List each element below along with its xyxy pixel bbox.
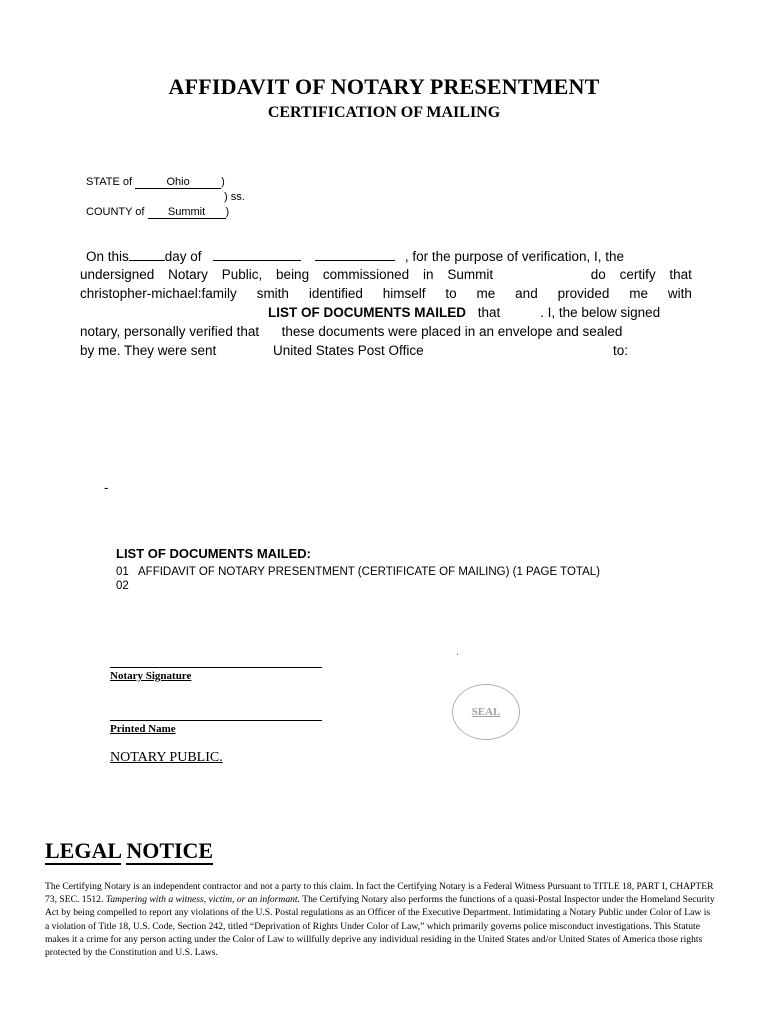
legal-text-part: The Certifying Notary is an independent contractor and not a party to this claim. In fact the Certifying Notary is a Federal Witness Pursuant to TITLE 18, PART I, CHAPTER 73, SEC. 1512. xyxy=(45,881,714,906)
documents-heading: LIST OF DOCUMENTS MAILED: xyxy=(116,546,311,561)
legal-heading-word-2: NOTICE xyxy=(126,838,214,863)
word: certify xyxy=(619,267,656,282)
legal-text-part: The Certifying Notary also performs the functions of a quasi-Postal Inspector under the Homeland Security Act by being compelled to report any violations of the U.S. Postal regulations as an Officer of the Executive Department. Intimidating a Notary Public under Color of Law is a violation of Title 18, U.S. Code, Section 242, titled “Deprivation of Rights Under Color of Law,” which primarily governs police misconduct investigations. This Statute makes it a crime for any person acting under the Color of Law to willfully deprive any individual residing in the United States and/or United States of America those rights protected by the Constitution and U.S. Laws. xyxy=(45,894,715,959)
word: in xyxy=(423,267,434,282)
blank-year xyxy=(315,249,395,261)
printed-name-label: Printed Name xyxy=(110,723,176,735)
word: that xyxy=(669,267,692,282)
printed-name-line xyxy=(110,720,322,721)
dash-mark: - xyxy=(104,480,109,495)
body-line-6-a: by me. They were sent xyxy=(80,343,217,358)
word: Notary xyxy=(168,267,208,282)
body-line-2 xyxy=(80,267,692,282)
list-of-documents-ref: LIST OF DOCUMENTS MAILED xyxy=(268,305,466,320)
legal-notice-heading xyxy=(45,838,213,864)
body-line-3 xyxy=(80,286,692,301)
word: me xyxy=(629,286,649,301)
word: do xyxy=(590,267,606,282)
word: me xyxy=(476,286,496,301)
body-line-6-c: to: xyxy=(613,343,629,358)
word: undersigned xyxy=(80,267,155,282)
county-label: COUNTY of xyxy=(86,206,145,218)
blank-day xyxy=(129,249,165,261)
body-day-of: day of xyxy=(164,249,202,264)
list-item xyxy=(116,566,600,578)
item-number: 02 xyxy=(116,580,129,592)
county-value: Summit xyxy=(148,206,226,219)
state-close-paren: ) xyxy=(221,176,225,188)
seal-label: SEAL xyxy=(471,706,501,718)
state-line xyxy=(86,176,225,189)
word: and xyxy=(515,286,538,301)
body-line-1 xyxy=(86,249,624,264)
word: to xyxy=(445,286,457,301)
state-label: STATE of xyxy=(86,176,133,188)
item-number: 01 xyxy=(116,566,129,578)
page-subtitle: CERTIFICATION OF MAILING xyxy=(267,104,501,121)
body-on-this: On this xyxy=(86,249,129,264)
word: smith xyxy=(256,286,289,301)
list-item xyxy=(116,580,135,592)
seal-placeholder xyxy=(452,684,520,740)
notary-public-label: NOTARY PUBLIC. xyxy=(110,750,223,765)
legal-heading-word-1: LEGAL xyxy=(45,838,121,863)
word: identified xyxy=(308,286,363,301)
county-close-paren: ) xyxy=(225,206,230,218)
word: being xyxy=(276,267,310,282)
body-line-5: notary, personally verified that these documents were placed in an envelope and sealed xyxy=(80,324,623,339)
notary-signature-label: Notary Signature xyxy=(110,670,192,682)
person-name: christopher-michael:family xyxy=(80,286,237,301)
spacer xyxy=(507,267,577,282)
legal-text-italic: Tampering with a witness, victim, or an informant. xyxy=(105,894,300,906)
county-line xyxy=(86,206,229,219)
body-purpose: , for the purpose of verification, I, the xyxy=(404,249,624,264)
stray-dot: . xyxy=(456,646,460,658)
item-text: AFFIDAVIT OF NOTARY PRESENTMENT (CERTIFICATE OF MAILING) (1 PAGE TOTAL) xyxy=(138,566,600,578)
body-line-4 xyxy=(268,305,660,320)
notary-signature-line xyxy=(110,667,322,668)
blank-month xyxy=(213,249,301,261)
body-line-6-b: United States Post Office xyxy=(273,343,424,358)
word: himself xyxy=(382,286,426,301)
page-title: AFFIDAVIT OF NOTARY PRESENTMENT xyxy=(168,74,600,99)
word: provided xyxy=(557,286,610,301)
word: that xyxy=(477,305,501,320)
commission-county: Summit xyxy=(447,267,494,282)
word: . I, the below signed xyxy=(540,305,661,320)
ss-line: ) ss. xyxy=(224,191,245,203)
state-value: Ohio xyxy=(135,176,221,189)
word: Public, xyxy=(221,267,263,282)
word: with xyxy=(667,286,692,301)
word: commissioned xyxy=(322,267,410,282)
legal-notice-text xyxy=(45,880,715,959)
